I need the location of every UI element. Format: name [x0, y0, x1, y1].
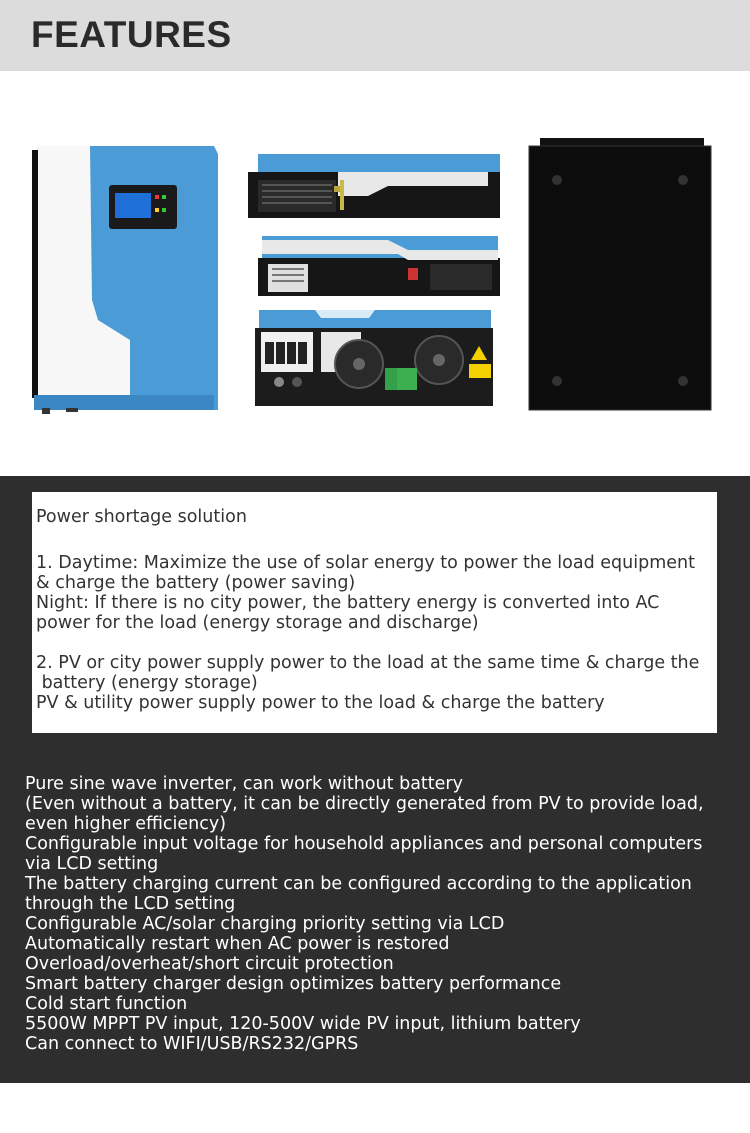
solution-line: & charge the battery (power saving)	[36, 573, 356, 593]
feature-line: through the LCD setting	[25, 894, 236, 914]
feature-line: Automatically restart when AC power is restored	[25, 934, 450, 954]
inverter-bottom-panel-image	[255, 306, 495, 408]
inverter-side-image-1	[248, 150, 504, 222]
solution-line: battery (energy storage)	[36, 673, 258, 693]
inverter-side-image-2	[258, 232, 502, 298]
solution-line: power for the load (energy storage and discharge)	[36, 613, 479, 633]
feature-line: (Even without a battery, it can be directly generated from PV to provide load,	[25, 794, 704, 814]
solution-line: Night: If there is no city power, the battery energy is converted into AC	[36, 593, 660, 613]
feature-line: Pure sine wave inverter, can work without battery	[25, 774, 463, 794]
features-header	[0, 0, 750, 71]
feature-line: Smart battery charger design optimizes battery performance	[25, 974, 562, 994]
solution-line: 2. PV or city power supply power to the load at the same time & charge the	[36, 653, 700, 673]
feature-line: Overload/overheat/short circuit protection	[25, 954, 394, 974]
inverter-front-image	[30, 140, 220, 415]
solution-line: PV & utility power supply power to the load & charge the battery	[36, 693, 605, 713]
feature-line: via LCD setting	[25, 854, 159, 874]
feature-line: Cold start function	[25, 994, 188, 1014]
feature-line: even higher efficiency)	[25, 814, 227, 834]
page-title: FEATURES	[31, 14, 232, 55]
feature-line: 5500W MPPT PV input, 120-500V wide PV input, lithium battery	[25, 1014, 581, 1034]
feature-line: Can connect to WIFI/USB/RS232/GPRS	[25, 1034, 359, 1054]
feature-line: The battery charging current can be configured according to the application	[25, 874, 692, 894]
solution-title: Power shortage solution	[36, 507, 247, 527]
features-list	[25, 774, 745, 1054]
feature-line: Configurable input voltage for household appliances and personal computers	[25, 834, 703, 854]
solution-card	[32, 492, 717, 733]
feature-line: Configurable AC/solar charging priority setting via LCD	[25, 914, 505, 934]
solution-line: 1. Daytime: Maximize the use of solar energy to power the load equipment	[36, 553, 695, 573]
inverter-back-panel-image	[526, 138, 714, 412]
